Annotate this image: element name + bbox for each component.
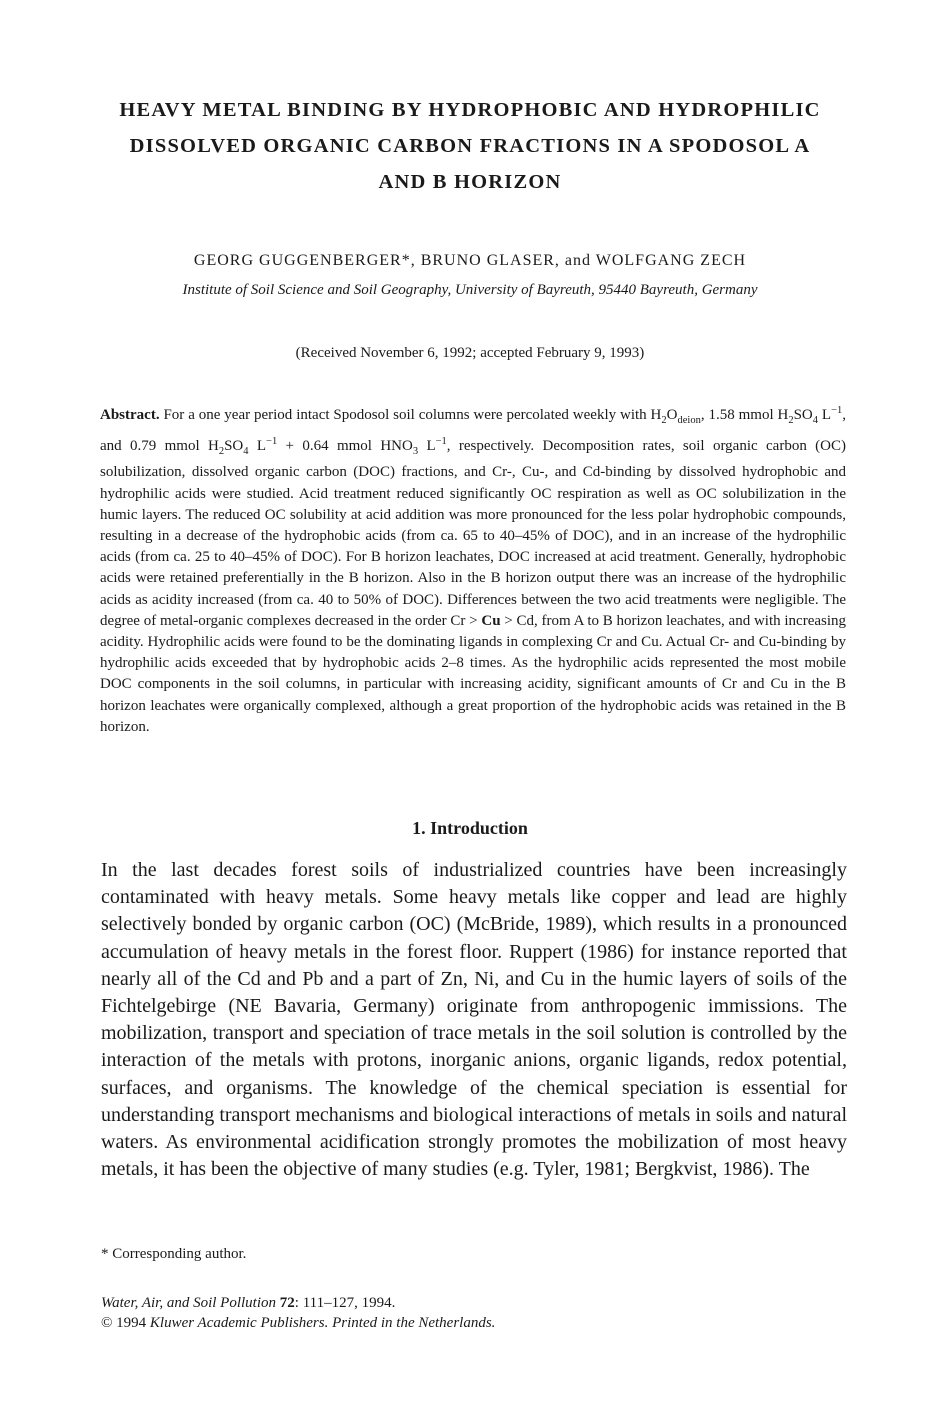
subscript: 2 [218,446,225,458]
abstract-text: O [666,407,678,423]
abstract-label: Abstract. [100,407,160,423]
title-line-3: AND B HORIZON [378,171,562,193]
author-list: GEORG GUGGENBERGER*, BRUNO GLASER, and WOLFGANG ZECH [193,252,747,269]
subscript: 2 [788,415,794,426]
title-line-2: DISSOLVED ORGANIC CARBON FRACTIONS IN A SPODOSOL A [129,135,811,157]
superscript: −1 [831,405,843,416]
section-heading-introduction: 1. Introduction [412,818,528,838]
paper-title [90,92,850,200]
journal-volume: 72 [279,1295,295,1311]
superscript: −1 [266,436,278,448]
corresponding-author-footnote: * Corresponding author. [101,1246,247,1262]
subscript: 4 [812,415,819,426]
journal-citation [101,1295,395,1312]
subscript: deion [677,415,701,426]
subscript: 3 [412,446,419,458]
abstract-text: , 1.58 mmol H [700,407,789,423]
abstract [100,400,846,738]
affiliation: Institute of Soil Science and Soil Geography, University of Bayreuth, 95440 Bayreuth, Germany [182,282,758,298]
abstract-text: L [418,438,436,455]
introduction-paragraph: In the last decades forest soils of industrialized countries have been increasingly contaminated with heavy metals. Some heavy metals like copper and lead are highly selectively bonded by organic carbon (OC) (McBride, 1989), which results in a pronounced accumulation of heavy metals in the forest floor. Ruppert (1986) for instance reported that nearly all of the Cd and Pb and a part of Zn, Ni, and Cu in the humic layers of soils of the Fichtelgebirge (NE Bavaria, Germany) originate from anthropogenic immissions. The mobilization, transport and speciation of trace metals in the soil solution is controlled by the interaction of the metals with protons, inorganic anions, organic ligands, redox potential, surfaces, and organisms. The knowledge of the chemical speciation is essential for understanding transport mechanisms and biological interactions of metals in soils and natural waters. As environmental acidification strongly promotes the mobilization of most heavy metals, it has been the objective of many studies (e.g. Tyler, 1981; Bergkvist, 1986). The [101,859,847,1181]
subscript: 4 [243,446,249,458]
received-dates: (Received November 6, 1992; accepted February 9, 1993) [295,345,645,361]
abstract-text: L [248,438,267,455]
abstract-text: For a one year period intact Spodosol soil columns were percolated weekly with H [159,407,662,423]
copyright-prefix: © 1994 [101,1315,150,1331]
copyright-line [101,1315,495,1332]
abstract-bold-cu: Cu [481,612,501,629]
title-line-1: HEAVY METAL BINDING BY HYDROPHOBIC AND HYDROPHILIC [119,99,821,121]
abstract-text: SO [224,438,244,455]
journal-pages: : 111–127, 1994. [294,1295,396,1311]
subscript: 2 [661,415,667,426]
abstract-text: , and 0.79 mmol H [100,407,847,455]
abstract-text: , respectively. Decomposition rates, soil organic carbon (OC) solubilization, dissolved organic carbon (DOC) fractions, and Cr-, Cu-, and Cd-binding by dissolved hydrophobic and hydrophilic acids were studied. Acid treatment reduced significantly OC respiration as well as OC solubilization in the humic layers. The reduced OC solubility at acid addition was more pronounced for the less polar hydrophobic compounds, resulting in a decrease of the hydrophobic acids (from ca. 65 to 40–45% of DOC), and in an increase of the hydrophilic acids (from ca. 25 to 40–45% of DOC). For B horizon leachates, DOC increased at acid treatment. Generally, hydrophobic acids were retained preferentially in the B horizon. Also in the B horizon output there was an increase of the hydrophilic acids as acidity increased (from ca. 40 to 50% of DOC). Differences between the two acid treatments were negligible. The degree of metal-organic complexes decreased in the order Cr > [100,438,847,629]
copyright-publisher: Kluwer Academic Publishers. Printed in the Netherlands. [149,1315,496,1331]
abstract-text: > Cd, from A to B horizon leachates, and with increasing acidity. Hydrophilic acids were found to be the dominating ligands in complexing Cr and Cu. Actual Cr- and Cu-binding by hydrophilic acids exceeded that by hydrophobic acids 2–8 times. As the hydrophilic acids represented the most mobile DOC components in the soil columns, in particular with increasing acidity, significant amounts of Cr and Cu in the B horizon leachates were organically complexed, although a great proportion of the hydrophobic acids was retained in the B horizon. [100,612,847,735]
journal-name: Water, Air, and Soil Pollution [101,1295,280,1311]
abstract-text: L [818,407,832,423]
superscript: −1 [435,436,447,448]
abstract-text: + 0.64 mmol HNO [277,438,413,455]
abstract-text: SO [793,407,813,423]
